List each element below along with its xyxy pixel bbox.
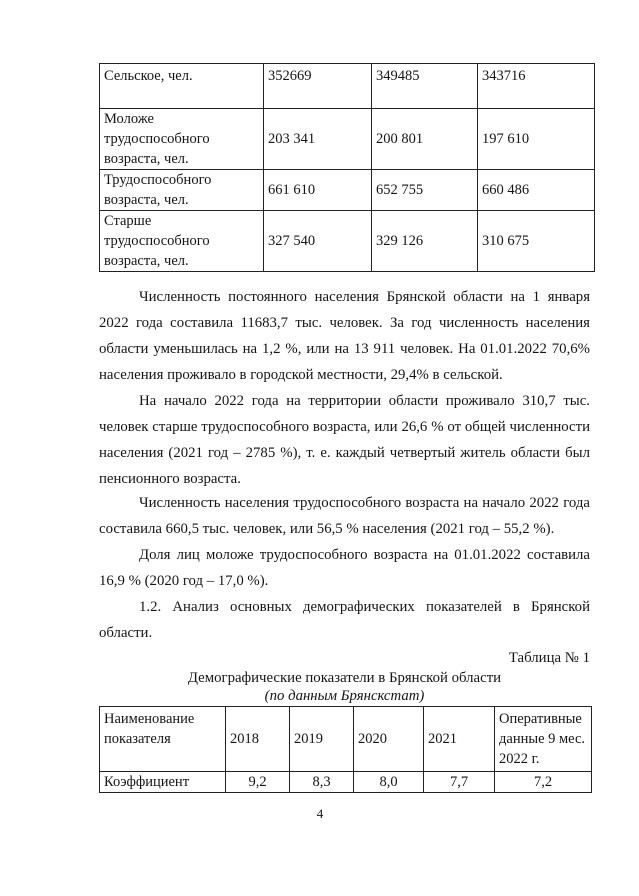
cell-value: 329 126 xyxy=(372,211,478,272)
row-label: Моложе трудоспособного возраста, чел. xyxy=(100,109,264,170)
table-subtitle: (по данным Брянскстат) xyxy=(264,688,425,704)
cell-value: 352669 xyxy=(264,64,372,109)
cell-value: 7,2 xyxy=(495,772,592,793)
section-heading: 1.2. Анализ основных демографических показателей в Брянской области. xyxy=(99,599,590,641)
cell-value: 8,3 xyxy=(290,772,354,793)
row-label: Трудоспособного возраста, чел. xyxy=(100,170,264,211)
table-row xyxy=(100,64,595,109)
paragraph-population: Численность постоянного населения Брянской области на 1 января 2022 года составила 11683,7 тыс. человек. За год численность населения области уменьшилась на 1,2 %, или на 13 911 человек. На 01.01.2022 70,6% населения проживало в городской местности, 29,4% в сельской. xyxy=(99,289,590,383)
cell-value: 9,2 xyxy=(226,772,290,793)
cell-value: 200 801 xyxy=(372,109,478,170)
cell-value: 8,0 xyxy=(354,772,424,793)
table-number-label: Таблица № 1 xyxy=(508,650,590,666)
row-label: Сельское, чел. xyxy=(100,64,264,109)
header-cell: 2020 xyxy=(354,707,424,772)
table-title: Демографические показатели в Брянской области xyxy=(187,670,502,686)
cell-value: 652 755 xyxy=(372,170,478,211)
table-row xyxy=(100,170,595,211)
cell-value: 349485 xyxy=(372,64,478,109)
cell-value: 343716 xyxy=(478,64,595,109)
header-cell: Оперативные данные 9 мес. 2022 г. xyxy=(495,707,592,772)
table-row xyxy=(100,772,592,793)
header-cell: 2019 xyxy=(290,707,354,772)
paragraph-working-age: Численность населения трудоспособного возраста на начало 2022 года составила 660,5 тыс. человек, или 56,5 % населения (2021 год – 55,2 %). xyxy=(99,495,590,537)
population-table xyxy=(99,63,595,272)
header-cell: 2018 xyxy=(226,707,290,772)
demographic-table xyxy=(99,706,592,793)
table-header-row xyxy=(100,707,592,772)
row-label: Коэффициент xyxy=(100,772,226,793)
cell-value: 7,7 xyxy=(424,772,495,793)
table-row xyxy=(100,109,595,170)
paragraph-elderly: На начало 2022 года на территории области проживало 310,7 тыс. человек старше трудоспособного возраста, или 26,6 % от общей численности населения (2021 год – 2785 %), т. е. каждый четвертый житель области был пенсионного возраста. xyxy=(99,393,590,487)
header-cell: 2021 xyxy=(424,707,495,772)
page-number: 4 xyxy=(316,806,324,821)
paragraph-young: Доля лиц моложе трудоспособного возраста на 01.01.2022 составила 16,9 % (2020 год – 17,0 %). xyxy=(99,547,590,589)
cell-value: 327 540 xyxy=(264,211,372,272)
cell-value: 661 610 xyxy=(264,170,372,211)
cell-value: 203 341 xyxy=(264,109,372,170)
header-cell: Наименование показателя xyxy=(100,707,226,772)
cell-value: 660 486 xyxy=(478,170,595,211)
table-row xyxy=(100,211,595,272)
cell-value: 310 675 xyxy=(478,211,595,272)
cell-value: 197 610 xyxy=(478,109,595,170)
row-label: Старше трудоспособного возраста, чел. xyxy=(100,211,264,272)
